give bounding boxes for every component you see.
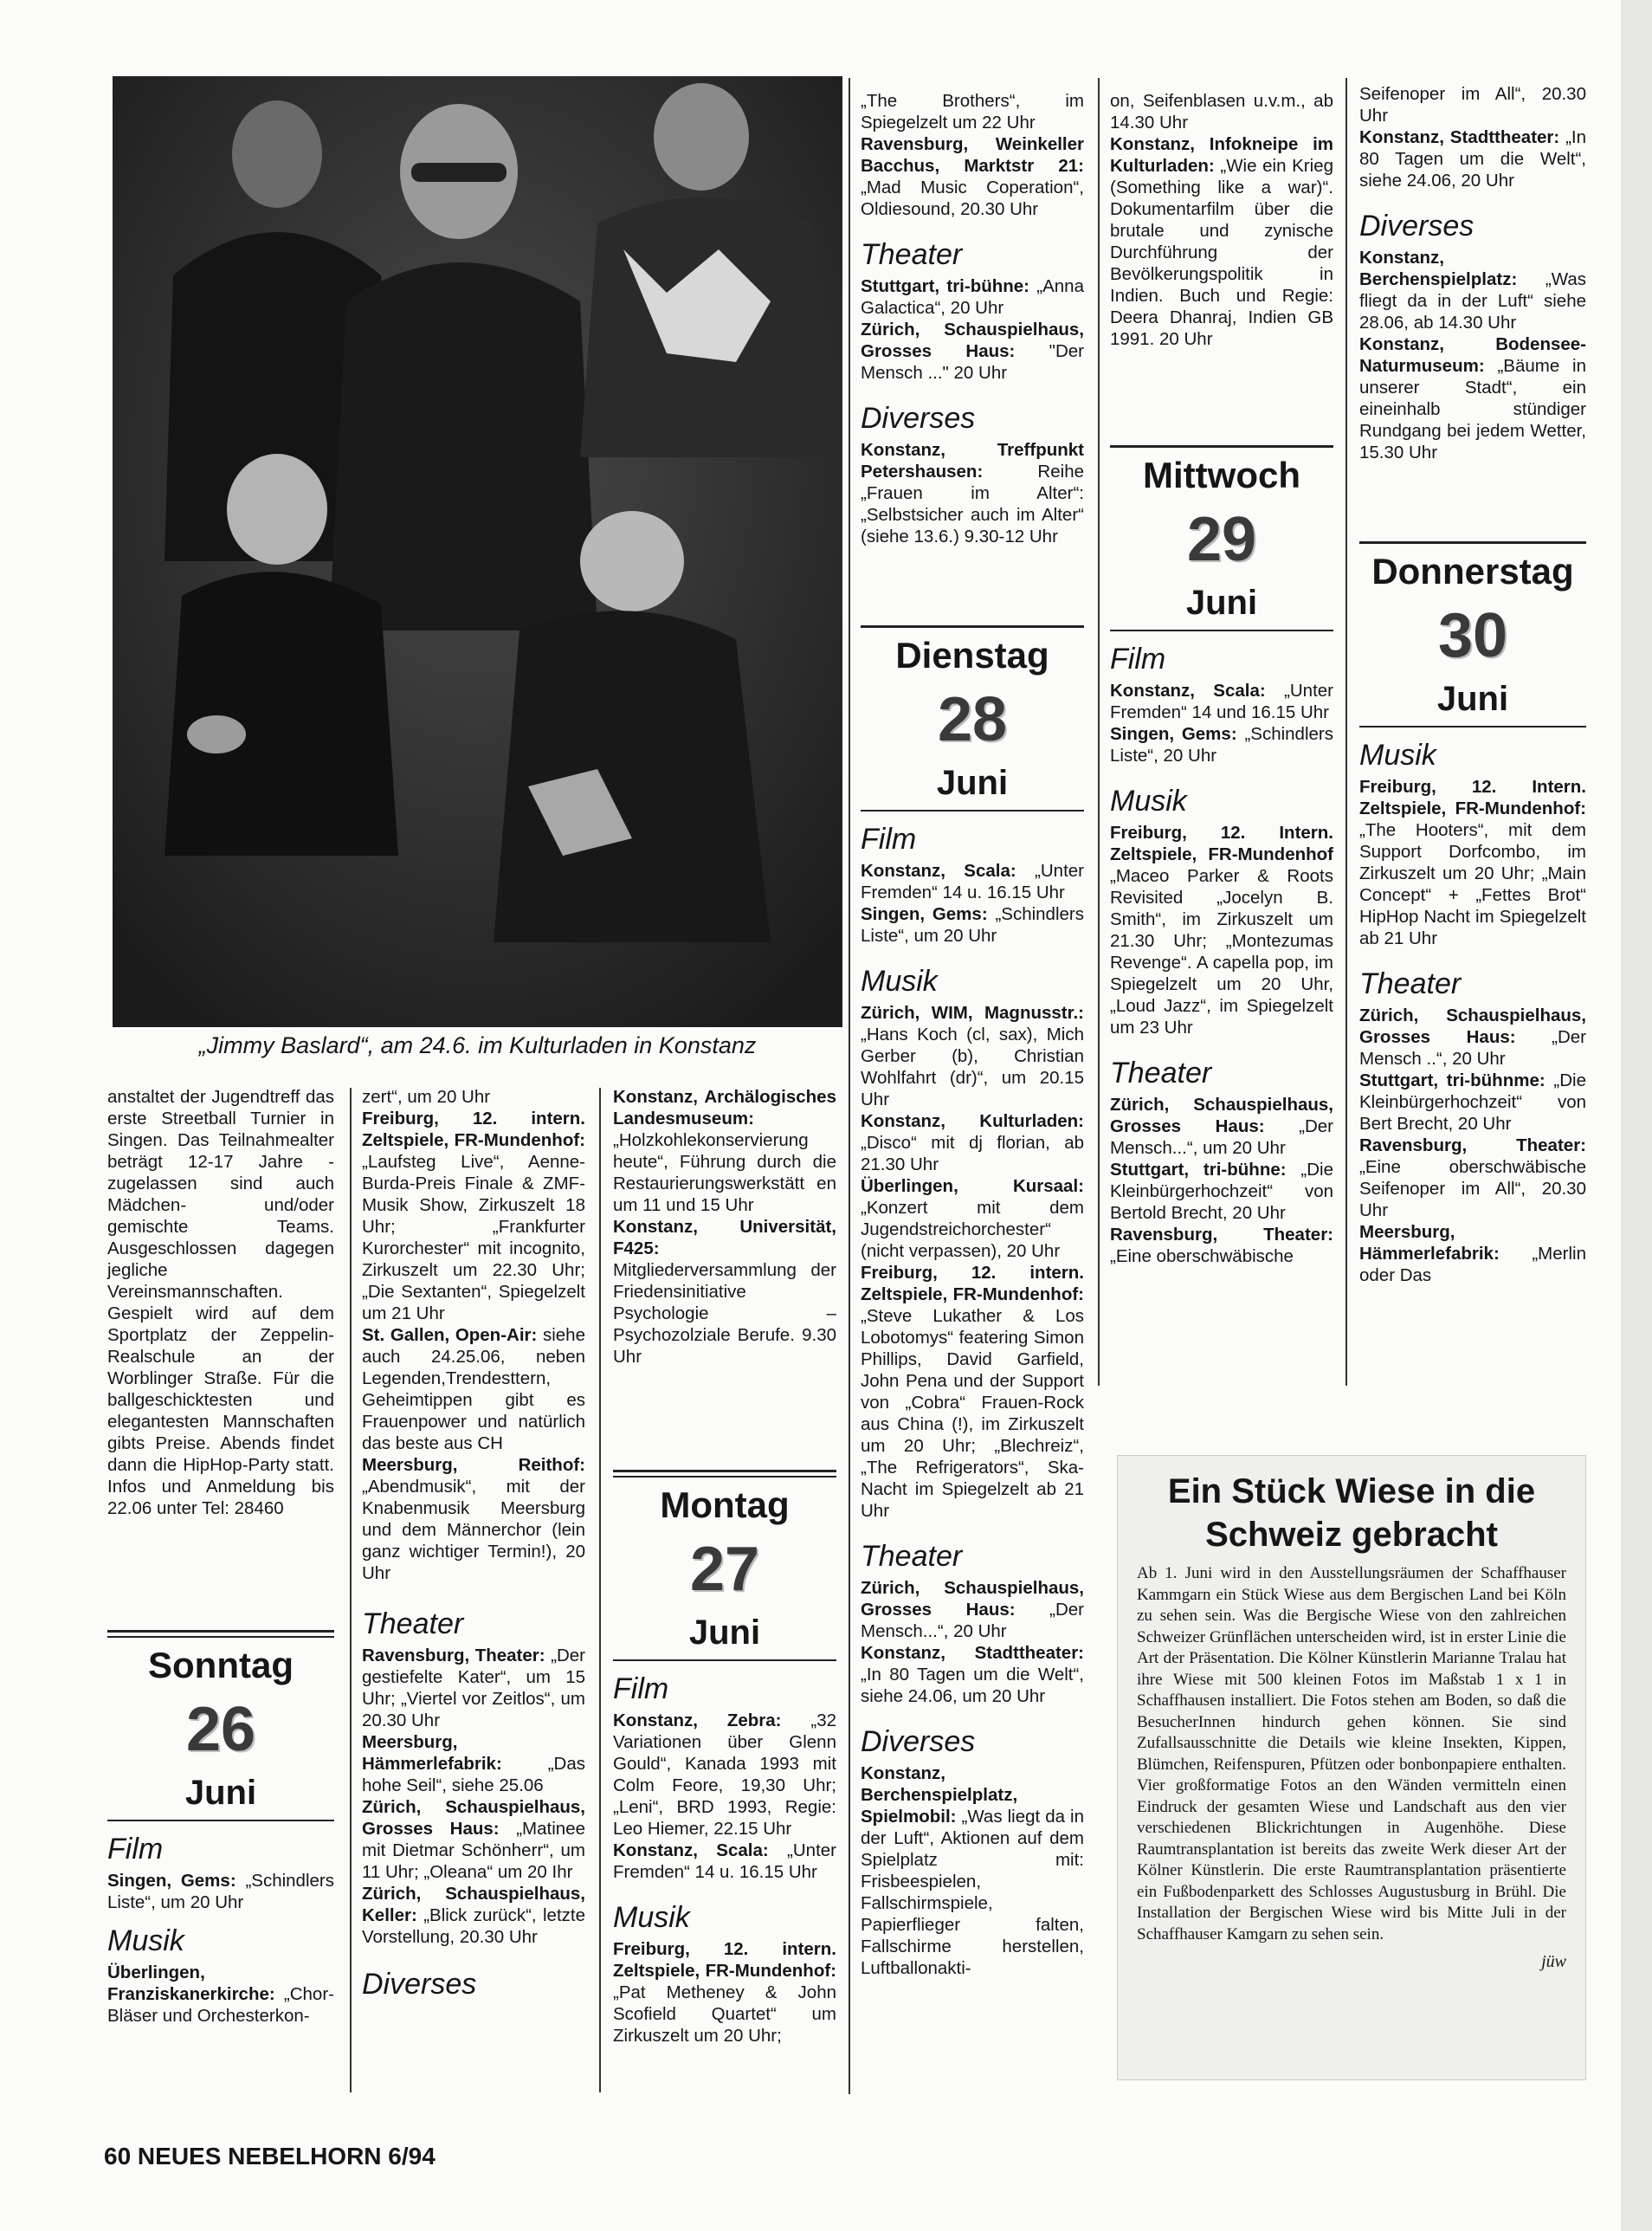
listing: Konstanz, Stadttheater: „In 80 Tagen um die Welt“, siehe 24.06, 20 Uhr — [1359, 127, 1587, 191]
column-rule — [849, 78, 850, 2094]
column-5 — [1110, 90, 1333, 1267]
listing: Meersburg, Hämmerlefabrik: „Merlin oder Das — [1359, 1222, 1586, 1285]
listing: Zürich, Schauspielhaus, Grosses Haus: "Der Mensch ..." 20 Uhr — [861, 320, 1084, 383]
listing: Konstanz, Zebra: „32 Variationen über Glenn Gould“, Kanada 1993 mit Colm Feore, 19,30 Uhr; „Leni“, BRD 1993, Regie: Leo Hiemer, 22.15 Uhr — [613, 1710, 836, 1839]
section-musik: Musik — [861, 965, 938, 998]
column-rule — [1345, 78, 1347, 1386]
day-month: Juni — [184, 1774, 257, 1812]
listing: Konstanz, Berchenspielplatz, Spielmobil: „Was liegt da in der Luft“, Aktionen auf dem Spielplatz mit: Frisbeespielen, Fallschirmspiele, Papierflieger falten, Fallschirme herstellen, Luftballonakti- — [861, 1763, 1084, 1978]
section-musik: Musik — [1110, 785, 1187, 818]
listing: Überlingen, Franziskanerkirche: „Chor-Bläser und Orchesterkon- — [107, 1963, 334, 2026]
article-signature: jüw — [1541, 1952, 1566, 1971]
listing: Freiburg, 12. Intern. Zeltspiele, FR-Mundenhof „Maceo Parker & Roots Revisited „Jocelyn B. Smith“, im Zirkuszelt um 21.30 Uhr; „Montezumas Revenge“. A capella pop, im Spiegelzelt um 20 Uhr, „Loud Jazz“, im Spiegelzelt um 23 Uhr — [1110, 823, 1333, 1038]
page-footer: 60 NEUES NEBELHORN 6/94 — [104, 2143, 436, 2170]
listing: Freiburg, 12. intern. Zeltspiele, FR-Mundenhof: „Laufsteg Live“, Aenne-Burda-Preis Finale & ZMF-Musik Show, Zirkuszelt 18 Uhr; „Frankfurter Kurorchester“ mit incognito, Zirkuszelt um 22.30 Uhr; „Die Sextanten“, Spiegelzelt um 21 Uhr — [362, 1109, 585, 1323]
section-theater: Theater — [362, 1607, 464, 1640]
section-musik: Musik — [107, 1924, 184, 1957]
listing: Konstanz, Scala: „Unter Fremden“ 14 u. 16.15 Uhr — [861, 861, 1085, 902]
column-rule — [350, 1088, 352, 2092]
article-box — [1117, 1455, 1586, 2080]
listing: Freiburg, 12. intern. Zeltspiele, FR-Mundenhof: „Steve Lukather & Los Lobotomys“ featering Simon Phillips, David Garfield, John Pena und der Support von „Cobra“ Frauen-Rock aus China (!), im Zirkuszelt um 20 Uhr; „Blechreiz“, „The Refrigerators“, Ska-Nacht im Spiegelzelt ab 21 Uhr — [861, 1263, 1084, 1521]
listing: Ravensburg, Theater: „Der gestiefelte Kater“, um 15 Uhr; „Viertel vor Zeitlos“, um 20.30 Uhr — [362, 1646, 585, 1730]
band-photo — [113, 76, 842, 1027]
day-month: Juni — [688, 1613, 761, 1652]
listing: Zürich, Schauspielhaus, Grosses Haus: „Der Mensch ..“, 20 Uhr — [1359, 1006, 1586, 1069]
listing: Singen, Gems: „Schindlers Liste“, 20 Uhr — [1110, 724, 1333, 766]
listing: Konstanz, Treffpunkt Petershausen: Reihe „Frauen im Alter“: „Selbstsicher auch im Alter“ (siehe 13.6.) 9.30-12 Uhr — [861, 440, 1084, 546]
listing: Konstanz, Bodensee-Naturmuseum: „Bäume in unserer Stadt“, ein eineinhalb stündiger Rundgang bei jedem Wetter, 15.30 Uhr — [1359, 334, 1586, 462]
listing: Konstanz, Berchenspielplatz: „Was fliegt da in der Luft“ siehe 28.06, ab 14.30 Uhr — [1359, 248, 1586, 333]
listing: Konstanz, Stadttheater: „In 80 Tagen um die Welt“, siehe 24.06, um 20 Uhr — [861, 1643, 1084, 1706]
listing: „The Brothers“, im Spiegelzelt um 22 Uhr — [861, 91, 1084, 133]
listing: Zürich, Schauspielhaus, Grosses Haus: „Der Mensch...“, um 20 Uhr — [1110, 1095, 1333, 1158]
section-musik: Musik — [613, 1901, 690, 1934]
day-number: 29 — [1186, 505, 1257, 574]
listing: Stuttgart, tri-bühne: „Die Kleinbürgerhochzeit“ von Bertold Brecht, 20 Uhr — [1110, 1160, 1333, 1223]
listing: Konstanz, Scala: „Unter Fremden“ 14 und 16.15 Uhr — [1110, 681, 1334, 722]
section-diverses: Diverses — [362, 1968, 477, 2001]
listing: zert“, um 20 Uhr — [362, 1087, 491, 1107]
day-month: Juni — [936, 764, 1009, 802]
listing: Zürich, WIM, Magnusstr.: „Hans Koch (cl, sax), Mich Gerber (b), Christian Wohlfahrt (dr)“, um 20.15 Uhr — [861, 1003, 1084, 1109]
section-diverses: Diverses — [1359, 210, 1475, 242]
listing: Zürich, Schauspielhaus, Grosses Haus: „Der Mensch...“, 20 Uhr — [861, 1578, 1084, 1641]
photo-caption: „Jimmy Baslard“, am 24.6. im Kulturladen in Konstanz — [198, 1032, 757, 1058]
section-diverses: Diverses — [861, 402, 976, 435]
page-edge — [1621, 0, 1652, 2231]
column-4 — [861, 90, 1084, 1979]
listing: Singen, Gems: „Schindlers Liste“, um 20 Uhr — [107, 1871, 334, 1912]
article-title: Ein Stück Wiese in die Schweiz gebracht — [1167, 1472, 1536, 1554]
listing: Ravensburg, Theater: „Eine oberschwäbische Seifenoper im All“, 20.30 Uhr — [1359, 1135, 1586, 1220]
day-name: Donnerstag — [1371, 551, 1574, 592]
listing: Meersburg, Reithof: „Abendmusik“, mit der Knabenmusik Meersburg und dem Männerchor (lein ganz wichtiger Termin!), 20 Uhr — [362, 1455, 585, 1583]
column-rule — [1098, 78, 1100, 1386]
listing: Ravensburg, Theater: „Eine oberschwäbische — [1110, 1225, 1333, 1266]
day-header-donnerstag — [1359, 541, 1586, 728]
listing: Freiburg, 12. intern. Zeltspiele, FR-Mundenhof: „Pat Metheney & John Scofield Quartet“ um Zirkuszelt um 20 Uhr; — [613, 1939, 836, 2046]
day-name: Mittwoch — [1143, 455, 1300, 495]
section-theater: Theater — [1110, 1057, 1212, 1090]
column-6 — [1359, 83, 1586, 1286]
listing: on, Seifenblasen u.v.m., ab 14.30 Uhr — [1110, 91, 1333, 133]
day-month: Juni — [1185, 584, 1258, 622]
day-header-dienstag — [861, 625, 1084, 812]
section-theater: Theater — [861, 238, 963, 271]
listing: Konstanz, Kulturladen: „Disco“ mit dj florian, ab 21.30 Uhr — [861, 1111, 1084, 1174]
listing: Ravensburg, Weinkeller Bacchus, Marktstr 21: „Mad Music Coperation“, Oldiesound, 20.30 Uhr — [861, 134, 1084, 219]
listing: St. Gallen, Open-Air: siehe auch 24.25.06, neben Legenden,Trendesttern, Geheimtippen gibt es Frauenpower und natürlich das beste aus CH — [362, 1325, 585, 1453]
day-number: 27 — [689, 1535, 760, 1604]
listing: Konstanz, Infokneipe im Kulturladen: „Wie ein Krieg (Something like a war)“. Dokumentarfilm über die brutale und zynische Durchführung der Bevölkerungspolitik in Indien. Buch und Regie: Deera Dhanraj, Indien GB 1991. 20 Uhr — [1110, 134, 1333, 349]
day-number: 26 — [185, 1695, 256, 1764]
streetball-text: anstaltet der Jugendtreff das erste Streetball Turnier in Singen. Das Teilnahmealter beträgt 12-17 Jahre - zugelassen sind auch Mädchen- und/oder gemischte Teams. Ausgeschlossen dagegen jegliche Vereinsmannschaften. Gespielt wird auf dem Sportplatz der Zeppelin-Realschule an der Worblinger Straße. Für die ballgeschicktesten und elegantesten Mannschaften gibts Preise. Abends findet dann die HipHop-Party statt. Infos und Anmeldung bis 22.06 unter Tel: 28460 — [107, 1087, 334, 1518]
day-header-mittwoch — [1110, 445, 1333, 631]
listing: Zürich, Schauspielhaus, Keller: „Blick zurück“, letzte Vorstellung, 20.30 Uhr — [362, 1884, 585, 1947]
section-diverses: Diverses — [861, 1725, 976, 1758]
article-text: Ab 1. Juni wird in den Ausstellungsräumen der Schaffhauser Kammgarn ein Stück Wiese aus dem Bergischen Land bei Köln zu sehen sein. Was die Bergische Wiese von den zahlreichen Schweizer Grünflächen unterscheiden wird, ist in erster Linie die Art der Präsentation. Die Kölner Künstlerin Marianne Tralau hat ihre Wiese mit 500 kleinen Fotos im Maßstab 1 x 1 in Schaffhausen installiert. Die Fotos stehen am Boden, so daß die BesucherInnen hindurch gehen können. Sie sind Zufallsausschnitte die Details wie kleine Insekten, Kippen, Blümchen, Reifenspuren, Pfützen oder bonbonpapiere enthalten. Vier großformatige Fotos an den Wänden vermitteln einen Eindruck der gesamten Wiese und Landschaft aus den vier verschiedenen Blickrichtungen in Augenhöhe. Diese Raumtransplantation ist bereits das zweite Werk dieser Art der Kölner Künstlerin. Die erste Raumtransplantation präsentierte ein Fußbodenparkett des Schlosses Augustusburg in Brühl. Die Installation der Bergischen Wiese wird bis Mitte Juli in der Schaffhauser Kamgarn zu sehen sein. — [1137, 1564, 1566, 1943]
column-rule — [599, 1088, 601, 2092]
section-theater: Theater — [1359, 967, 1462, 1000]
listing: Konstanz, Archälogisches Landesmuseum: „Holzkohlekonservierung heute“, Führung durch die Restaurierungswerkstätt en um 11 und 15 Uhr — [613, 1087, 836, 1215]
listing: Singen, Gems: „Schindlers Liste“, um 20 Uhr — [861, 904, 1084, 946]
listing: Überlingen, Kursaal: „Konzert mit dem Jugendstreichorchester“ (nicht verpassen), 20 Uhr — [861, 1176, 1084, 1261]
listing: Konstanz, Scala: „Unter Fremden“ 14 u. 16.15 Uhr — [613, 1840, 837, 1882]
listing: Meersburg, Hämmerlefabrik: „Das hohe Seil“, siehe 25.06 — [362, 1732, 585, 1795]
listing: Stuttgart, tri-bühnme: „Die Kleinbürgerhochzeit“ von Bert Brecht, 20 Uhr — [1359, 1070, 1586, 1134]
column-1 — [107, 1086, 334, 2027]
listing: Zürich, Schauspielhaus, Grosses Haus: „Matinee mit Dietmar Schönherr“, um 11 Uhr; „Oleana“ um 20 Ihr — [362, 1797, 585, 1882]
listing: Konstanz, Universität, F425: Mitgliederversammlung der Friedensinitiative Psychologie – Psychozolziale Berufe. 9.30 Uhr — [613, 1217, 836, 1367]
section-musik: Musik — [1359, 739, 1436, 772]
listing: Freiburg, 12. Intern. Zeltspiele, FR-Mundenhof: „The Hooters“, mit dem Support Dorfcombo, im Zirkuszelt um 20 Uhr; „Main Concept“ + „Fettes Brot“ HipHop Nacht im Spiegelzelt ab 21 Uhr — [1359, 777, 1586, 948]
section-film: Film — [1110, 643, 1166, 676]
column-2 — [362, 1086, 585, 2005]
section-film: Film — [861, 823, 917, 856]
listing: Stuttgart, tri-bühne: „Anna Galactica“, 20 Uhr — [861, 276, 1084, 318]
section-film: Film — [613, 1672, 669, 1705]
day-name: Montag — [660, 1484, 790, 1525]
day-number: 30 — [1437, 601, 1508, 670]
day-name: Dienstag — [895, 635, 1049, 676]
day-number: 28 — [937, 685, 1008, 754]
day-header-sonntag — [107, 1630, 334, 1821]
section-film: Film — [107, 1833, 164, 1866]
day-month: Juni — [1436, 680, 1509, 718]
day-name: Sonntag — [148, 1645, 294, 1685]
day-header-montag — [613, 1470, 836, 1661]
column-3 — [613, 1086, 836, 2047]
section-theater: Theater — [861, 1540, 963, 1573]
listing: Seifenoper im All“, 20.30 Uhr — [1359, 84, 1586, 126]
